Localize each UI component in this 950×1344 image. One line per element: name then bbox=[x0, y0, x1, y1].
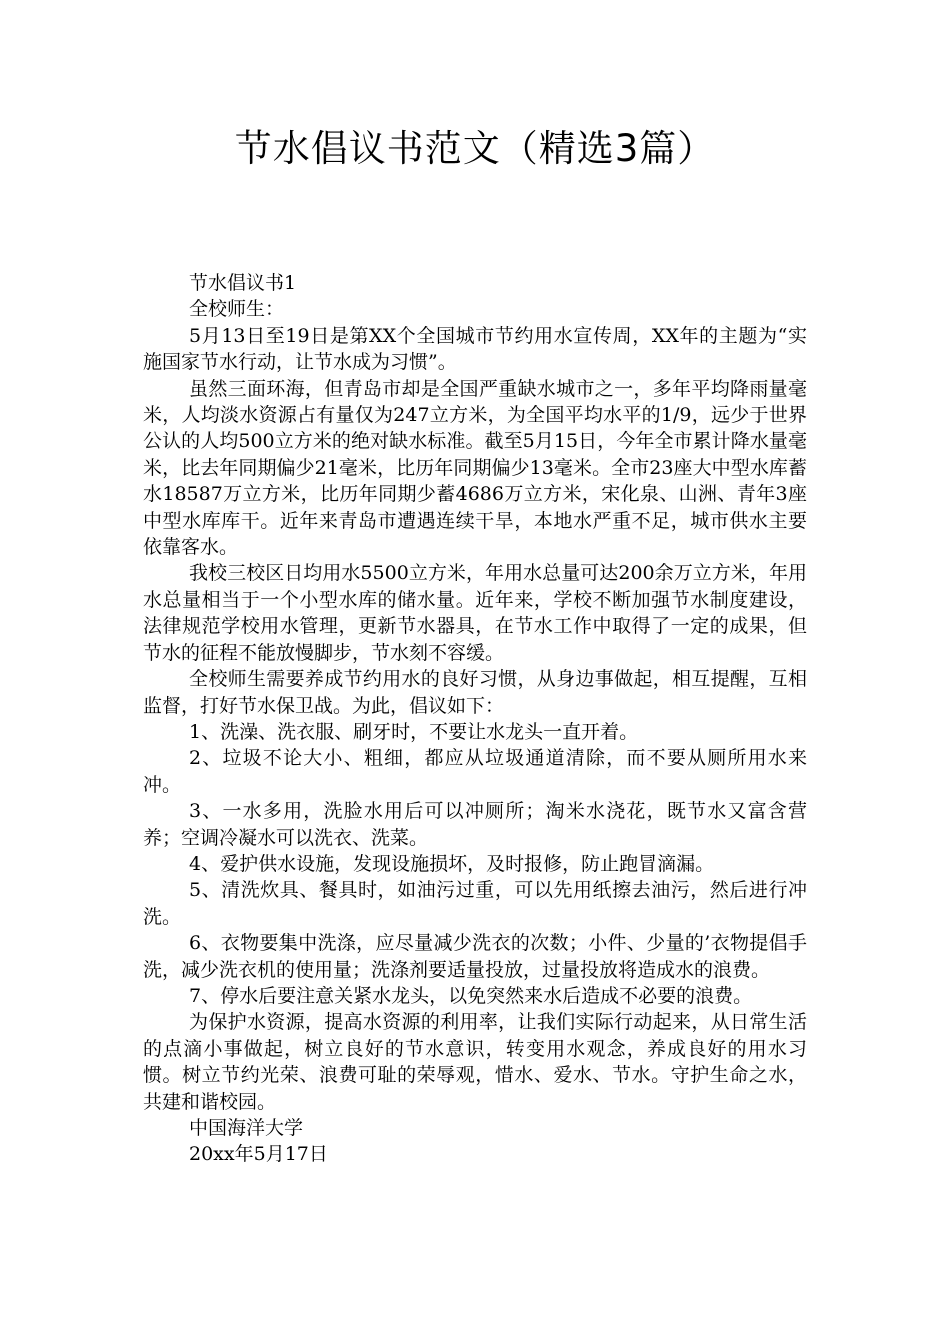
paragraph: 我校三校区日均用水5500立方米，年用水总量可达200余万立方米，年用水总量相当于一个小型水库的储水量。近年来，学校不断加强节水制度建设，法律规范学校用水管理，更新节水器具，在节水工作中取得了一定的成果，但节水的征程不能放慢脚步，节水刻不容缓。 bbox=[143, 562, 807, 664]
paragraph: 5月13日至19日是第XX个全国城市节约用水宣传周，XX年的主题为“实施国家节水行动，让节水成为习惯”。 bbox=[143, 324, 807, 374]
list-item: 3、一水多用，洗脸水用后可以冲厕所；淘米水浇花，既节水又富含营养；空调冷凝水可以洗衣、洗菜。 bbox=[143, 800, 807, 849]
list-item: 5、清洗炊具、餐具时，如油污过重，可以先用纸擦去油污，然后进行冲洗。 bbox=[143, 879, 807, 928]
paragraph: 全校师生需要养成节约用水的良好习惯，从身边事做起，相互提醒，互相监督，打好节水保卫战。为此，倡议如下： bbox=[143, 668, 807, 717]
list-item: 2、垃圾不论大小、粗细，都应从垃圾通道清除，而不要从厕所用水来冲。 bbox=[143, 747, 807, 796]
document-body bbox=[143, 270, 807, 1168]
list-item: 6、衣物要集中洗涤，应尽量减少洗衣的次数；小件、少量的’衣物提倡手洗，减少洗衣机的使用量；洗涤剂要适量投放，过量投放将造成水的浪费。 bbox=[143, 932, 807, 981]
list-item: 7、停水后要注意关紧水龙头，以免突然来水后造成不必要的浪费。 bbox=[189, 984, 753, 1007]
list-item: 4、爱护供水设施，发现设施损坏，及时报修，防止跑冒滴漏。 bbox=[189, 852, 715, 875]
salutation: 全校师生： bbox=[189, 298, 285, 321]
section-heading: 节水倡议书1 bbox=[189, 272, 297, 294]
date: 20xx年5月17日 bbox=[189, 1143, 328, 1166]
list-item: 1、洗澡、洗衣服、刷牙时，不要让水龙头一直开着。 bbox=[189, 720, 639, 743]
signature: 中国海洋大学 bbox=[189, 1117, 304, 1139]
paragraph: 虽然三面环海，但青岛市却是全国严重缺水城市之一，多年平均降雨量毫米，人均淡水资源占有量仅为247立方米，为全国平均水平的1/9，远少于世界公认的人均500立方米的绝对缺水标准。截至5月15日，今年全市累计降水量毫米，比去年同期偏少21毫米，比历年同期偏少13毫米。全市23座大中型水库蓄水18587万立方米，比历年同期少蓄4686万立方米，宋化泉、山洲、青年3座中型水库库干。近年来青岛市遭遇连续干旱，本地水严重不足，城市供水主要依靠客水。 bbox=[143, 377, 807, 559]
document-title: 节水倡议书范文（精选3篇） bbox=[234, 127, 716, 170]
paragraph: 为保护水资源，提高水资源的利用率，让我们实际行动起来，从日常生活的点滴小事做起，树立良好的节水意识，转变用水观念，养成良好的用水习惯。树立节约光荣、浪费可耻的荣辱观，惜水、爱水、节水。守护生命之水，共建和谐校园。 bbox=[143, 1011, 807, 1113]
